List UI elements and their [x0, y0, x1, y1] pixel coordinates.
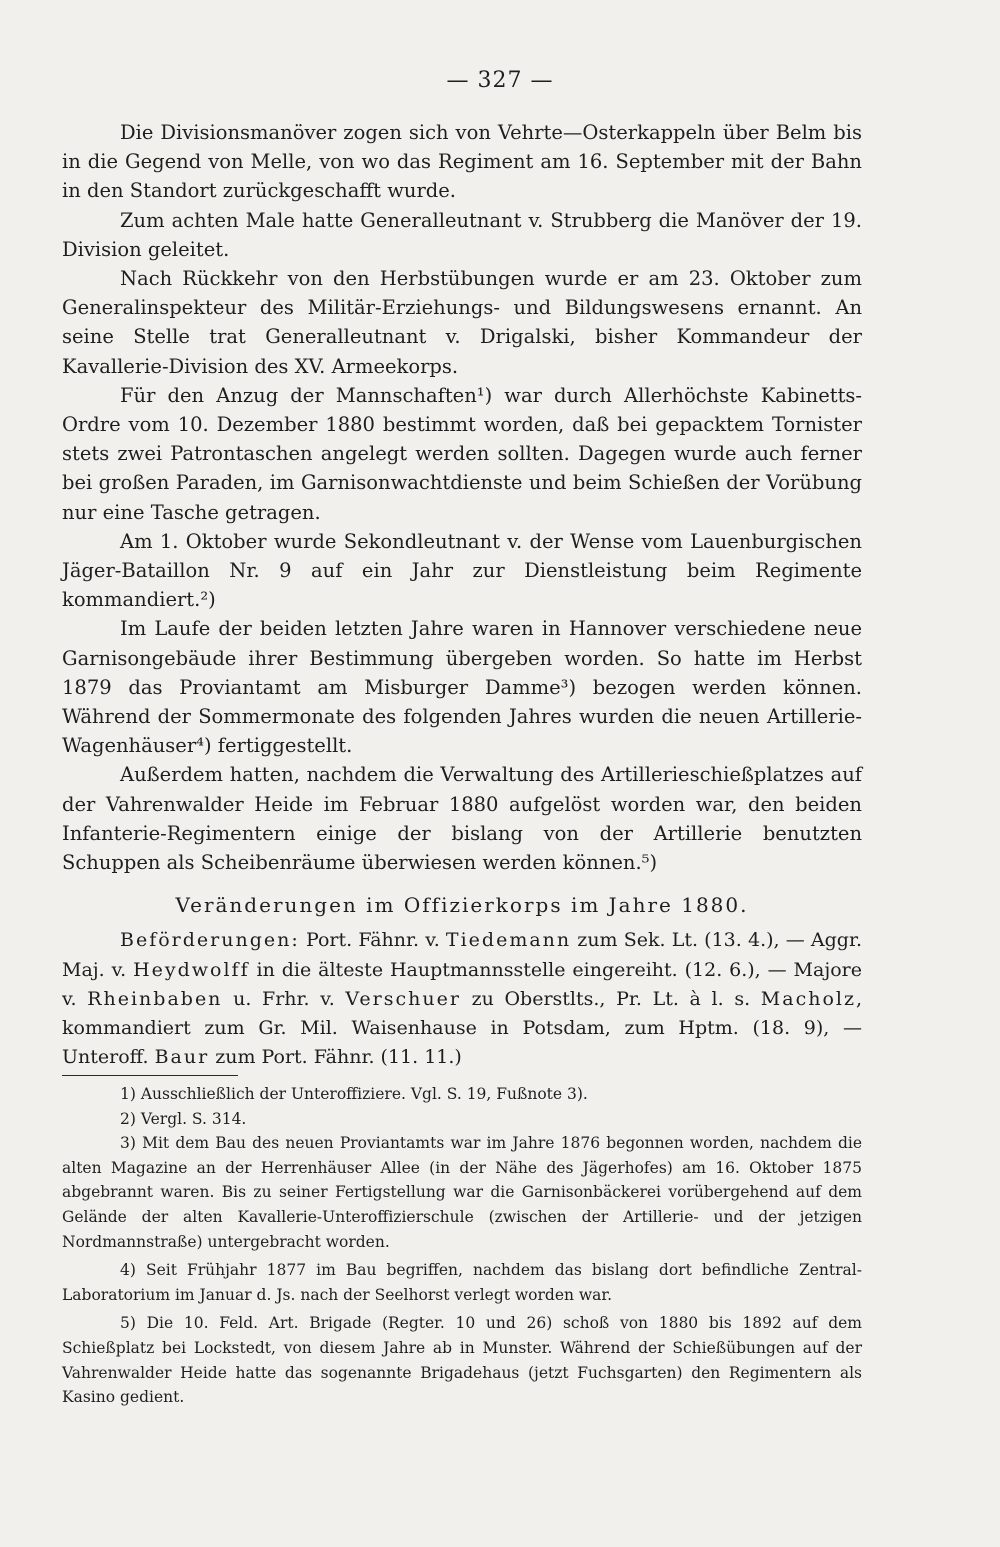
paragraph-garnisongebaeude: Im Laufe der beiden letzten Jahre waren in Hannover verschiedene neue Garnisongebäude ihrer Bestimmung übergeben worden. So hatte im Herbst 1879 das Proviantamt am Misburger Damme³) bezogen werden können. Während der Sommermonate des folgenden Jahres wurden die neuen Artillerie-Wagenhäuser⁴) fertiggestellt.	[62, 617, 862, 758]
footnote-5: 5) Die 10. Feld. Art. Brigade (Regter. 10 und 26) schoß von 1880 bis 1892 auf dem Schießplatz bei Lockstedt, von diesem Jahre ab in Munster. Während der Schießübungen auf der Vahrenwalder Heide hatte das sogenannte Brigadehaus (jetzt Fuchsgarten) den Regimentern als Kasino gedient.	[62, 1314, 862, 1407]
promotion-text: Aggr. Maj. v.	[62, 929, 862, 981]
officer-name: Baur	[154, 1046, 210, 1069]
footnote-1: 1) Ausschließlich der Unteroffiziere. Vgl. S. 19, Fußnote 3).	[120, 1085, 588, 1103]
promotion-text: zum Port. Fähnr. (11. 11.)	[209, 1046, 462, 1069]
officer-name: Verschuer	[345, 987, 461, 1010]
footnotes	[62, 1082, 862, 1410]
promotion-text: zu Oberstlts., Pr. Lt. à l. s.	[460, 987, 761, 1010]
section-heading: Veränderungen im Offizierkorps im Jahre 1880.	[175, 893, 749, 918]
paragraph-divisionsmanoever: Die Divisionsmanöver zogen sich von Vehrte—Osterkappeln über Belm bis in die Gegend von Melle, von wo das Regiment am 16. September mit der Bahn in den Standort zurückgeschafft wurde.	[62, 121, 862, 203]
promotion-text: , kommandiert zum Gr. Mil. Waisenhause in Potsdam, zum Hptm. (18. 9), —	[62, 987, 863, 1040]
officer-name: Macholz	[760, 987, 856, 1010]
promotions-paragraph	[62, 926, 862, 1072]
footnote-divider	[62, 1075, 238, 1076]
promotion-text: in die älteste Hauptmannsstelle eingereiht. (12. 6.), —	[249, 958, 794, 981]
paragraph-generalinspekteur: Nach Rückkehr von den Herbstübungen wurde er am 23. Oktober zum Generalinspekteur des Militär-Erziehungs- und Bildungswesens ernannt. An seine Stelle trat Generalleutnant v. Drigalski, bisher Kommandeur der Kavallerie-Division des XV. Armeekorps.	[62, 267, 862, 378]
paragraph-strubberg: Zum achten Male hatte Generalleutnant v. Strubberg die Manöver der 19. Division geleitet.	[62, 208, 862, 261]
footnote-2: 2) Vergl. S. 314.	[120, 1109, 247, 1128]
promotion-text: Port. Fähnr. v.	[299, 929, 446, 952]
promotion-text: Unteroff.	[62, 1046, 155, 1069]
promotion-text: Majore v.	[62, 958, 862, 1010]
footnote-4: 4) Seit Frühjahr 1877 im Bau begriffen, nachdem das bislang dort befindliche Zentral-Laboratorium im Januar d. Js. nach der Seelhorst verlegt worden war.	[62, 1261, 862, 1304]
page-number: — 327 —	[446, 68, 554, 93]
promotions-label: Beförderungen:	[120, 929, 300, 952]
officer-name: Tiedemann	[445, 929, 572, 952]
officer-name: Rheinbaben	[87, 987, 223, 1010]
footnote-3: 3) Mit dem Bau des neuen Proviantamts war im Jahre 1876 begonnen worden, nachdem die alten Magazine an der Herrenhäuser Allee (in der Nähe des Jägerhofes) am 16. Oktober 1875 abgebrannt waren. Bis zu seiner Fertigstellung war die Garnisonbäckerei vorübergehend auf dem Gelände der alten Kavallerie-Unteroffizierschule (zwischen der Artillerie- und der jetzigen Nordmannstraße) untergebracht worden.	[62, 1134, 862, 1251]
officer-name: Heydwolff	[133, 958, 250, 981]
paragraph-anzug: Für den Anzug der Mannschaften¹) war durch Allerhöchste Kabinetts-Ordre vom 10. Dezember 1880 bestimmt worden, daß bei gepacktem Tornister stets zwei Patrontaschen angelegt werden sollten. Dagegen wurde auch ferner bei großen Paraden, im Garnisonwachtdienste und beim Schießen der Vorübung nur eine Tasche getragen.	[62, 383, 862, 524]
paragraph-schiessplatz: Außerdem hatten, nachdem die Verwaltung des Artillerieschießplatzes auf der Vahrenwalder Heide im Februar 1880 aufgelöst worden war, den beiden Infanterie-Regimentern einige der bislang von der Artillerie benutzten Schuppen als Scheibenräume überwiesen werden können.⁵)	[62, 763, 862, 875]
promotion-text: u. Frhr. v.	[222, 987, 346, 1010]
main-text	[62, 118, 862, 1073]
paragraph-wense: Am 1. Oktober wurde Sekondleutnant v. der Wense vom Lauenburgischen Jäger-Bataillon Nr. 9 auf ein Jahr zur Dienstleistung beim Regimente kommandiert.²)	[62, 529, 862, 612]
promotion-text: zum Sek. Lt. (13. 4.), —	[571, 929, 811, 952]
